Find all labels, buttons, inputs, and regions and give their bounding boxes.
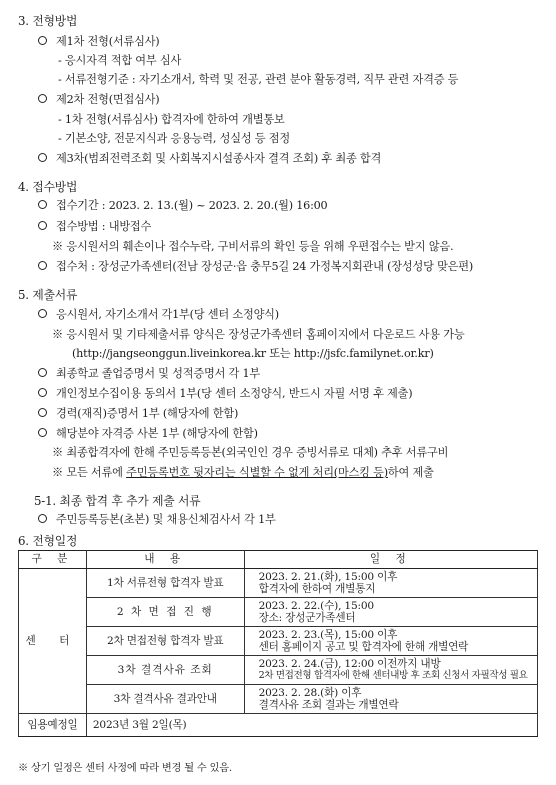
- doc-graduation: 최종학교 졸업증명서 및 성적증명서 각 1부: [38, 367, 260, 381]
- doc-privacy-consent: 개인정보수집이용 동의서 1부(당 센터 소정양식, 반드시 자필 서명 후 제출): [38, 387, 412, 401]
- application-place: 접수처 : 장성군가족센터(전남 장성군·읍 충무5길 24 가정복지회관내 (장성성당 맞은편): [38, 260, 473, 274]
- application-period: 접수기간 : 2023. 2. 13.(월) ~ 2023. 2. 20.(월) 16:00: [38, 199, 327, 213]
- row-content: 2차 면접전형 합격자 발표: [86, 627, 244, 656]
- doc-application-note: ※ 응시원서 및 기타제출서류 양식은 장성군가족센터 홈페이지에서 다운로드 사용 가능: [52, 328, 465, 341]
- round-1-detail-b: - 서류전형기준 : 자기소개서, 학력 및 전공, 관련 분야 활동경력, 직무 관련 자격증 등: [58, 73, 459, 86]
- section-4-title: 4. 접수방법: [18, 180, 78, 194]
- section-5-1-title: 5-1. 최종 합격 후 추가 제출 서류: [34, 494, 201, 508]
- row-date: 2023. 2. 23.(목), 15:00 이후 센터 홈페이지 공고 및 합격자에 한해 개별연락: [244, 627, 537, 656]
- row-content: 3차 결격사유 결과안내: [86, 685, 244, 714]
- round-2-detail-a: - 1차 전형(서류심사) 합격자에 한하여 개별통보: [58, 113, 285, 126]
- header-content: 내 용: [86, 551, 244, 569]
- homepage-urls: (http://jangseonggun.liveinkorea.kr 또는 http://jsfc.familynet.or.kr): [72, 347, 434, 360]
- masking-emphasis: 주민등록번호 뒷자리는 식별할 수 없게 처리(마스킹 등): [126, 466, 388, 479]
- circle-bullet-icon: [38, 221, 47, 230]
- row-content: 1차 서류전형 합격자 발표: [86, 569, 244, 598]
- circle-bullet-icon: [38, 36, 47, 45]
- circle-bullet-icon: [38, 368, 47, 377]
- section-5-title: 5. 제출서류: [18, 288, 78, 302]
- table-row: [19, 598, 538, 627]
- round-1-detail-a: - 응시자격 적합 여부 심사: [58, 54, 182, 67]
- application-note: ※ 응시원서의 훼손이나 접수누락, 구비서류의 확인 등을 위해 우편접수는 받지 않음.: [52, 240, 454, 253]
- doc-license: 해당분야 자격증 사본 1부 (해당자에 한함): [38, 427, 258, 441]
- circle-bullet-icon: [38, 153, 47, 162]
- table-row: [19, 656, 538, 685]
- table-row: [19, 714, 538, 737]
- center-cell: 센 터: [19, 569, 87, 714]
- row-date: 2023. 2. 24.(금), 12:00 이전까지 내방 2차 면접전형 합격자에 한해 센터내방 후 조회 신청서 자필작성 필요: [244, 656, 537, 685]
- additional-doc-item: 주민등록등본(초본) 및 채용신체검사서 각 1부: [38, 513, 276, 527]
- table-row: [19, 685, 538, 714]
- circle-bullet-icon: [38, 309, 47, 318]
- appointment-date: 2023년 3월 2일(목): [86, 714, 537, 737]
- row-date: 2023. 2. 22.(수), 15:00 장소: 장성군가족센터: [244, 598, 537, 627]
- circle-bullet-icon: [38, 428, 47, 437]
- row-date: 2023. 2. 21.(화), 15:00 이후 합격자에 한하여 개별통지: [244, 569, 537, 598]
- header-schedule: 일 정: [244, 551, 537, 569]
- section-6-title: 6. 전형일정: [18, 534, 78, 548]
- schedule-table: [18, 550, 538, 737]
- doc-career: 경력(재직)증명서 1부 (해당자에 한함): [38, 407, 238, 421]
- application-method: 접수방법 : 내방접수: [38, 220, 151, 234]
- schedule-header-row: [19, 551, 538, 569]
- doc-final-note: ※ 최종합격자에 한해 주민등록등본(외국인인 경우 증빙서류로 대체) 추후 서류구비: [52, 446, 449, 459]
- circle-bullet-icon: [38, 514, 47, 523]
- appointment-label: 임용예정일: [19, 714, 87, 737]
- circle-bullet-icon: [38, 408, 47, 417]
- row-content: 2 차 면 접 진 행: [86, 598, 244, 627]
- footnote: ※ 상기 일정은 센터 사정에 따라 변경 될 수 있음.: [18, 763, 232, 774]
- row-content: 3차 결격사유 조회: [86, 656, 244, 685]
- section-3-title: 3. 전형방법: [18, 14, 78, 28]
- header-category: 구 분: [19, 551, 87, 569]
- circle-bullet-icon: [38, 200, 47, 209]
- doc-masking-note: ※ 모든 서류에 주민등록번호 뒷자리는 식별할 수 없게 처리(마스킹 등)하여 제출: [52, 466, 434, 479]
- circle-bullet-icon: [38, 94, 47, 103]
- table-row: [19, 627, 538, 656]
- circle-bullet-icon: [38, 261, 47, 270]
- round-3-item: 제3차(범죄전력조회 및 사회복지시설종사자 결격 조회) 후 최종 합격: [38, 152, 381, 166]
- round-2-item: 제2차 전형(면접심사): [38, 93, 159, 107]
- table-row: [19, 569, 538, 598]
- doc-application: 응시원서, 자기소개서 각1부(당 센터 소정양식): [38, 308, 279, 322]
- round-1-item: 제1차 전형(서류심사): [38, 35, 159, 49]
- round-2-detail-b: - 기본소양, 전문지식과 응용능력, 성실성 등 점정: [58, 132, 290, 145]
- row-date: 2023. 2. 28.(화) 이후 결격사유 조회 결과는 개별연락: [244, 685, 537, 714]
- circle-bullet-icon: [38, 388, 47, 397]
